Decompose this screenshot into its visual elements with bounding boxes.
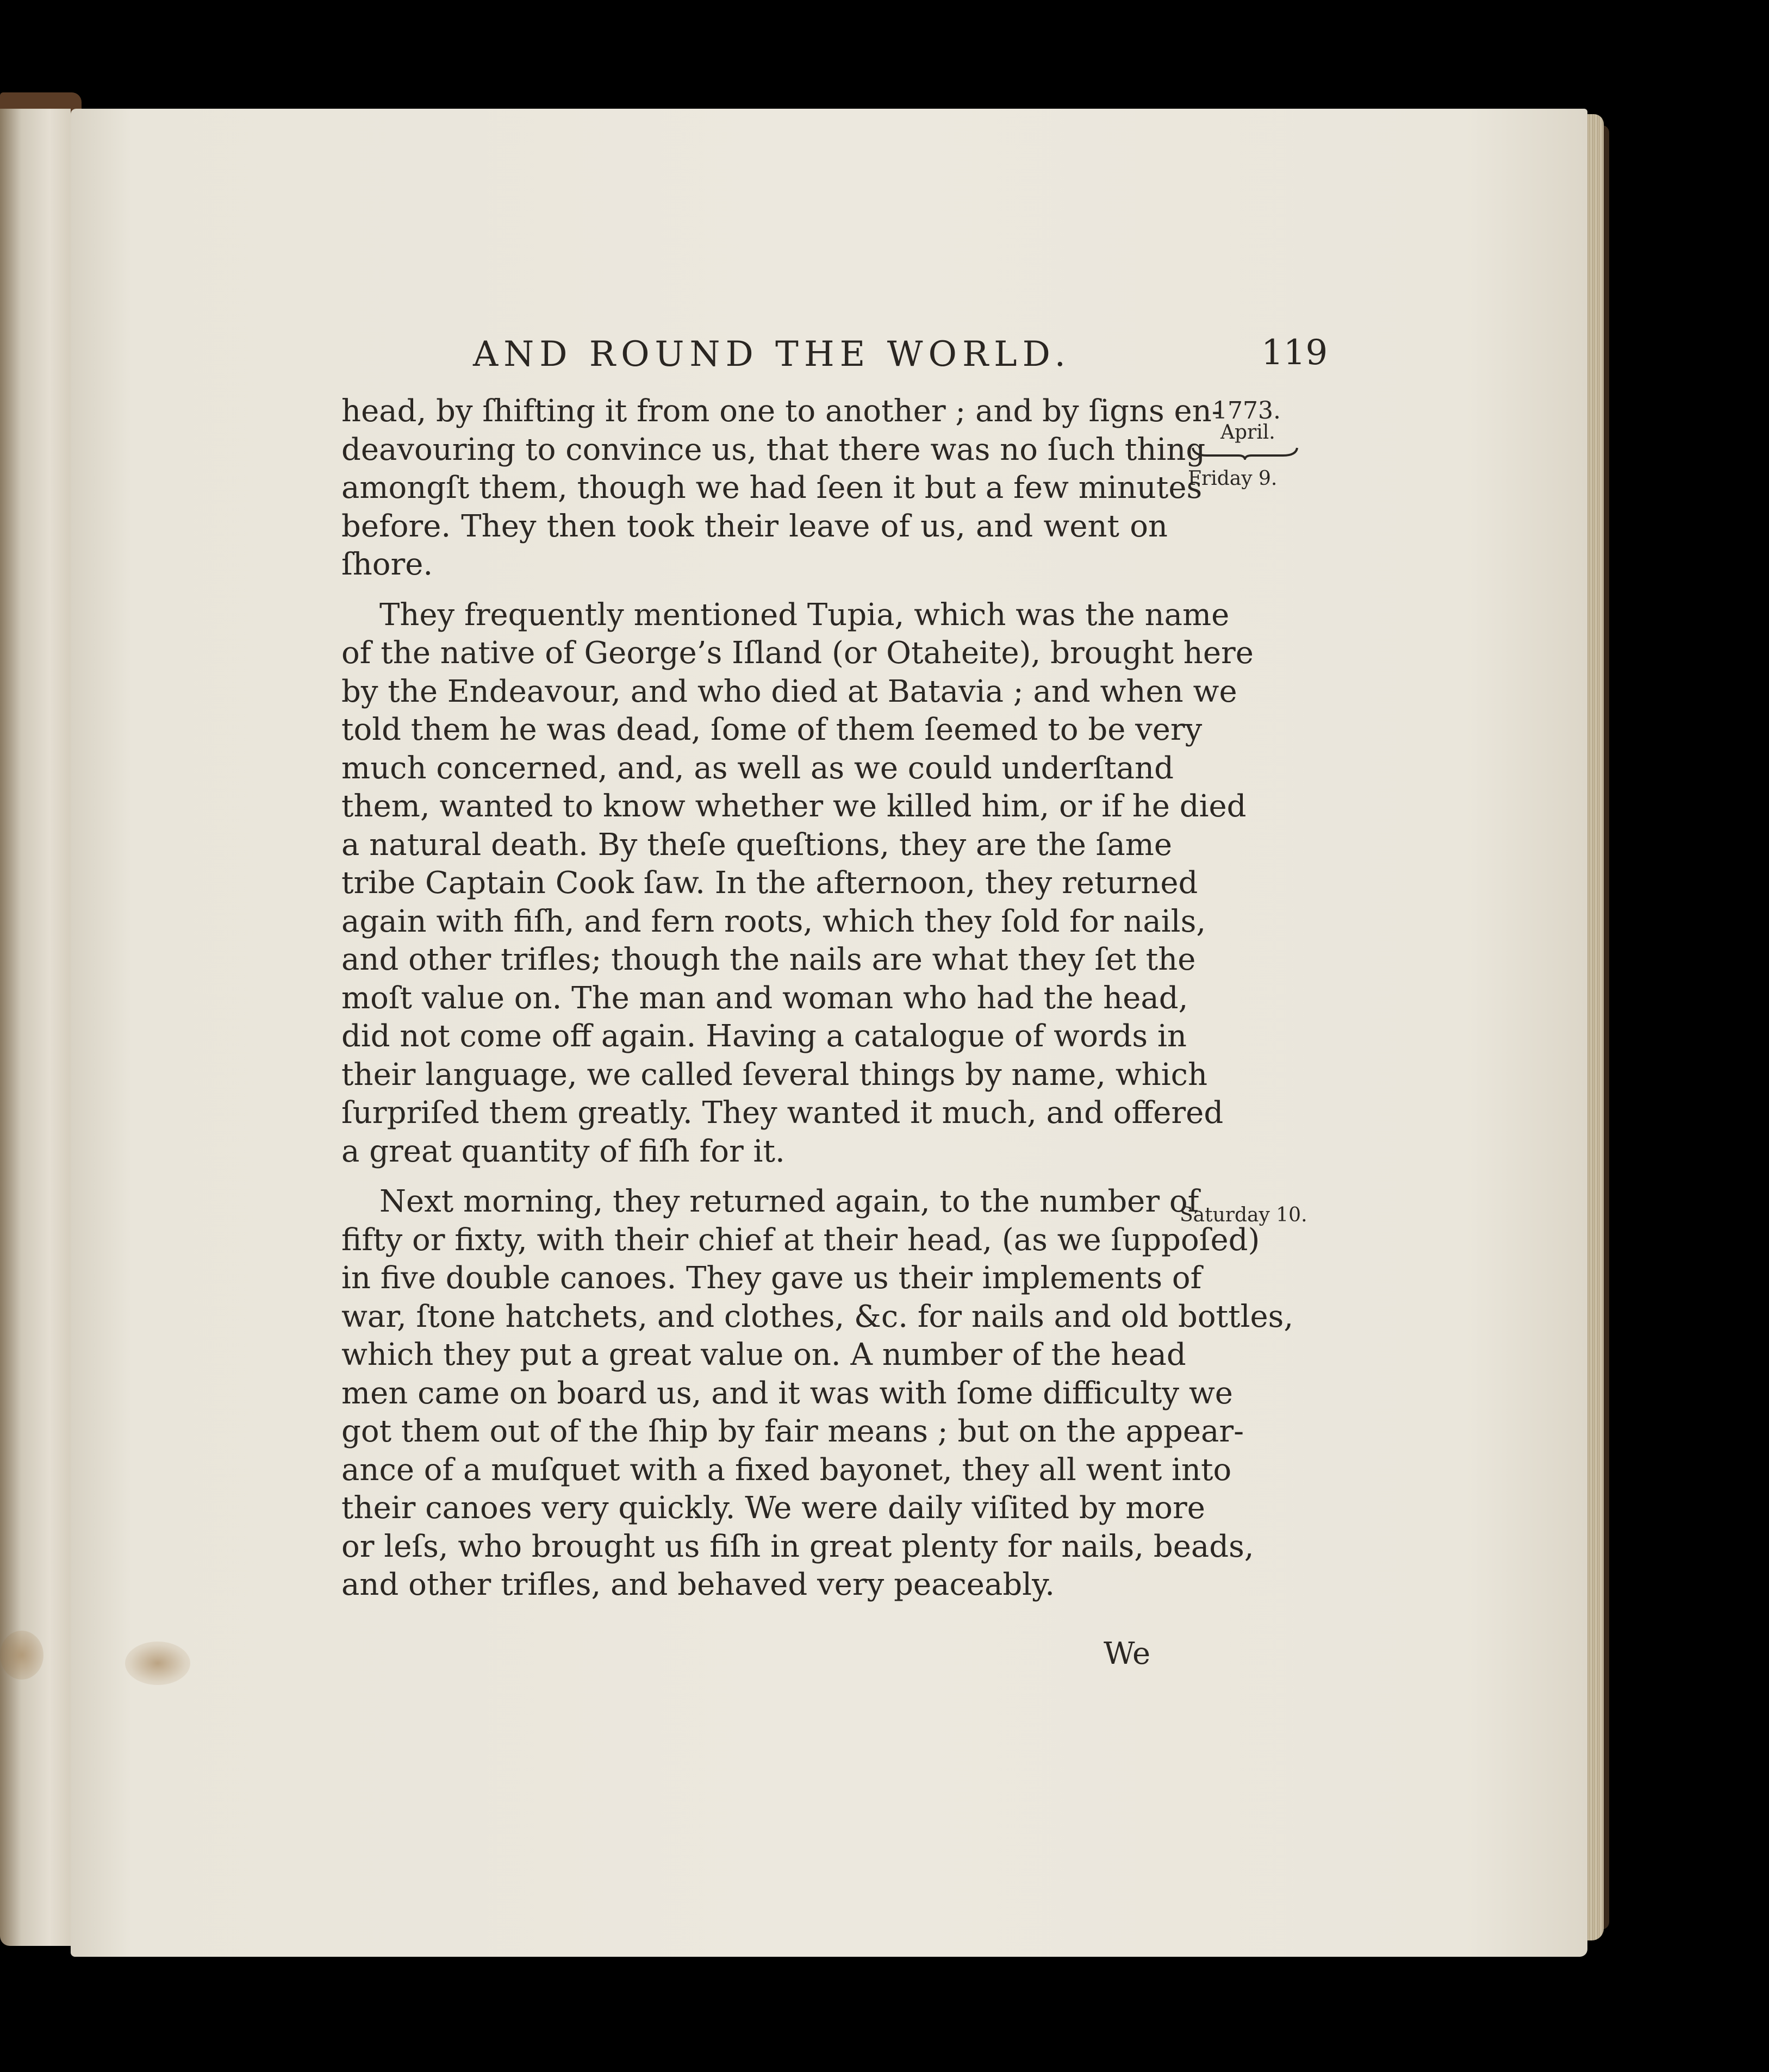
text-line: by the Endeavour, and who died at Batavia ; and when we [341,673,1237,709]
text-line: of the native of George’s Iſland (or Otaheite), brought here [341,635,1254,671]
text-line: amongſt them, though we had ſeen it but a few minutes [341,470,1203,505]
text-line: got them out of the ſhip by fair means ; but on the appear- [341,1414,1244,1449]
running-head: AND ROUND THE WORLD. [473,334,1071,375]
margin-brace [1191,446,1299,460]
text-line: moſt value on. The man and woman who had the head, [341,980,1188,1016]
text-line: a natural death. By theſe queſtions, they are the ſame [341,827,1173,863]
text-line: their canoes very quickly. We were daily viſited by more [341,1490,1205,1526]
text-line: ſhore. [341,547,433,582]
page-number: 119 [1261,333,1328,373]
text-line: and other trifles, and behaved very peaceably. [341,1567,1055,1602]
text-line: much concerned, and, as well as we could underſtand [341,750,1174,786]
text-line: deavouring to convince us, that there was no ſuch thing [341,432,1206,467]
text-line: told them he was dead, ſome of them ſeemed to be very [341,712,1203,747]
margin-note-day-saturday: Saturday 10. [1180,1204,1307,1226]
text-line: in five double canoes. They gave us their implements of [341,1260,1202,1296]
foxing-stain [0,1631,43,1680]
text-line: again with fiſh, and fern roots, which they ſold for nails, [341,903,1206,939]
text-line: tribe Captain Cook ſaw. In the afternoon, they returned [341,865,1198,901]
margin-note-month: April. [1220,421,1275,444]
text-line: and other trifles; though the nails are what they ſet the [341,942,1196,977]
text-line: ſurpriſed them greatly. They wanted it much, and offered [341,1095,1224,1131]
paragraph [341,392,1222,584]
text-line: Next morning, they returned again, to the number of [379,1184,1199,1219]
catchword: We [1104,1636,1151,1671]
text-line: their language, we called ſeveral things by name, which [341,1057,1208,1093]
foxing-stain-page [125,1642,190,1685]
text-line: did not come off again. Having a catalogue of words in [341,1019,1187,1054]
margin-note-day-friday: Friday 9. [1188,467,1278,490]
text-line: war, ſtone hatchets, and clothes, &c. for nails and old bottles, [341,1299,1294,1334]
text-line: before. They then took their leave of us, and went on [341,508,1168,544]
text-line: head, by ſhifting it from one to another ; and by ſigns en- [341,394,1222,429]
text-line: which they put a great value on. A number of the head [341,1337,1186,1372]
margin-note-year: 1773. [1212,397,1281,425]
text-line: a great quantity of fiſh for it. [341,1133,785,1169]
text-line: They frequently mentioned Tupia, which was the name [379,597,1230,633]
text-line: fifty or fixty, with their chief at their head, (as we ſuppoſed) [341,1222,1260,1258]
text-line: ance of a muſquet with a fixed bayonet, they all went into [341,1452,1232,1488]
text-line: men came on board us, and it was with ſome difficulty we [341,1375,1233,1411]
text-line: them, wanted to know whether we killed him, or if he died [341,789,1247,824]
paragraph [341,596,1254,1171]
text-line: or leſs, who brought us fiſh in great plenty for nails, beads, [341,1528,1254,1564]
